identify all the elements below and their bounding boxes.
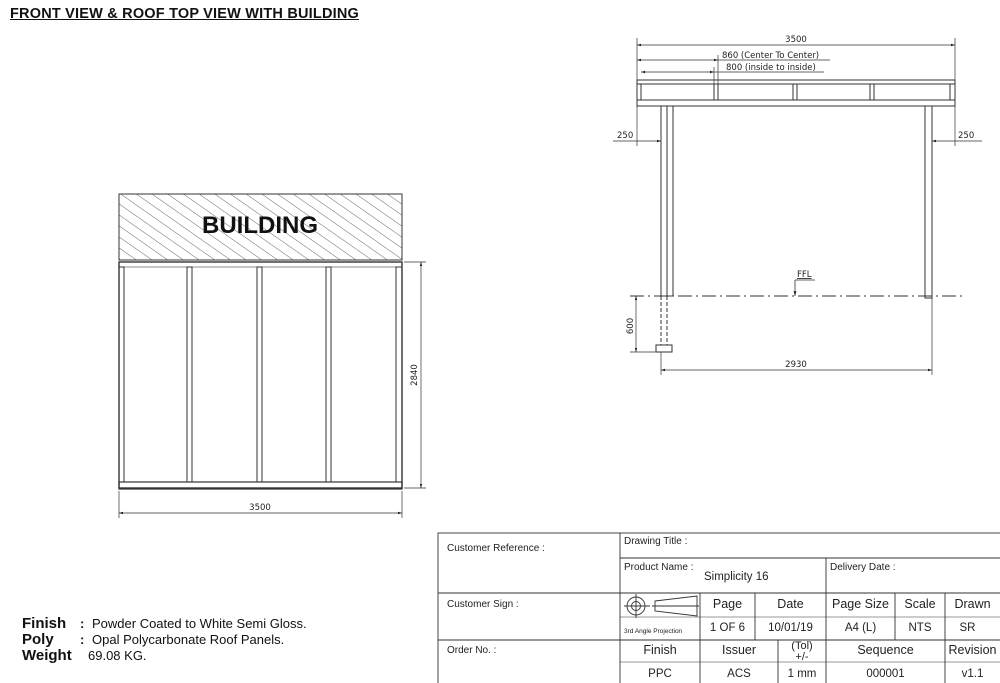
scale-value: NTS bbox=[908, 622, 932, 634]
page-value: 1 OF 6 bbox=[709, 622, 746, 634]
title-block bbox=[438, 533, 1000, 683]
product-name-label: Product Name : bbox=[624, 562, 694, 573]
building-label: BUILDING bbox=[202, 212, 318, 239]
roof-body bbox=[637, 84, 955, 100]
customer-reference-label: Customer Reference : bbox=[447, 543, 545, 554]
drawing-title-label: Drawing Title : bbox=[624, 536, 688, 547]
product-name-value: Simplicity 16 bbox=[704, 571, 769, 583]
note-finish: Finish : Powder Coated to White Semi Gloss. bbox=[22, 615, 307, 632]
customer-sign-label: Customer Sign : bbox=[447, 599, 519, 610]
note-finish-key: Finish bbox=[22, 615, 67, 632]
sequence-header: Sequence bbox=[857, 643, 914, 657]
tol-value: 1 mm bbox=[787, 668, 817, 680]
note-weight-value: 69.08 KG. bbox=[88, 648, 147, 663]
dim-left-overhang: 250 bbox=[617, 131, 634, 141]
front-view bbox=[119, 194, 426, 518]
date-value: 10/01/19 bbox=[768, 622, 813, 634]
dim-side-center: 860 (Center To Center) bbox=[722, 51, 820, 61]
drawn-header: Drawn bbox=[954, 597, 991, 611]
dim-front-height: 2840 bbox=[410, 364, 420, 386]
page-size-value: A4 (L) bbox=[844, 622, 877, 634]
note-weight-key: Weight bbox=[22, 647, 72, 664]
tol-header-line1: (Tol) bbox=[791, 640, 813, 652]
finish-value: PPC bbox=[648, 668, 672, 680]
note-poly-value: Opal Polycarbonate Roof Panels. bbox=[92, 632, 285, 647]
projection-label: 3rd Angle Projection bbox=[624, 628, 683, 635]
note-weight bbox=[22, 648, 307, 664]
tol-header bbox=[778, 641, 826, 663]
dim-front-width: 3500 bbox=[249, 503, 271, 513]
dim-side-inside: 800 (inside to inside) bbox=[726, 63, 816, 73]
note-finish-value: Powder Coated to White Semi Gloss. bbox=[92, 616, 307, 631]
revision-header: Revision bbox=[948, 643, 997, 657]
dim-right-overhang: 250 bbox=[958, 131, 975, 141]
drawn-value: SR bbox=[959, 622, 976, 634]
date-header: Date bbox=[777, 597, 804, 611]
page-header: Page bbox=[712, 597, 743, 611]
note-poly: Poly : Opal Polycarbonate Roof Panels. bbox=[22, 631, 285, 648]
drawing-title-heading: FRONT VIEW & ROOF TOP VIEW WITH BUILDING bbox=[10, 6, 360, 22]
order-no-label: Order No. : bbox=[447, 645, 497, 656]
side-view bbox=[613, 35, 982, 375]
material-notes bbox=[22, 616, 307, 664]
page-size-header: Page Size bbox=[832, 597, 889, 611]
issuer-header: Issuer bbox=[721, 643, 757, 657]
sequence-value: 000001 bbox=[866, 668, 905, 680]
dim-projection: 2930 bbox=[785, 360, 807, 370]
dim-footing: 600 bbox=[626, 317, 636, 335]
tol-header-line2: +/- bbox=[795, 651, 809, 663]
front-frame bbox=[119, 262, 402, 488]
delivery-date-label: Delivery Date : bbox=[830, 562, 896, 573]
revision-value: v1.1 bbox=[961, 668, 984, 680]
scale-header: Scale bbox=[904, 597, 936, 611]
front-posts bbox=[119, 267, 402, 482]
issuer-value: ACS bbox=[727, 668, 751, 680]
finish-header: Finish bbox=[643, 643, 677, 657]
ffl-label: FFL bbox=[797, 270, 812, 280]
dim-side-overall: 3500 bbox=[785, 35, 807, 45]
roof-top-rail bbox=[637, 80, 955, 84]
note-poly-key: Poly bbox=[22, 631, 54, 648]
side-posts bbox=[656, 106, 932, 352]
